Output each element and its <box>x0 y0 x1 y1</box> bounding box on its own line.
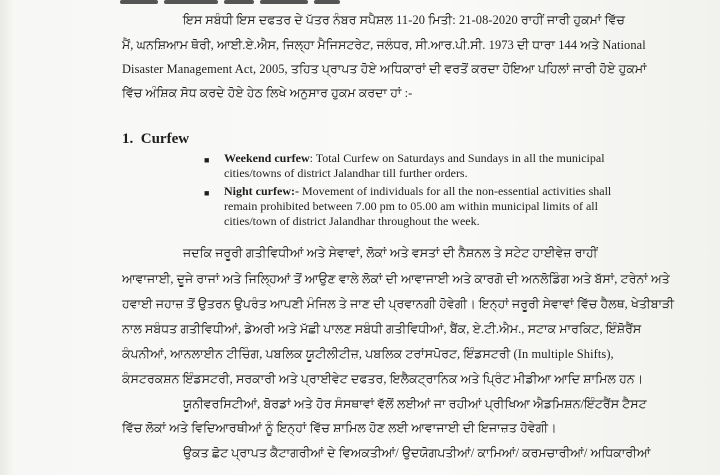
para2-line-3: ਹਵਾਈ ਜਹਾਜ਼ ਤੋਂ ਉਤਰਨ ਉਪਰੰਤ ਆਪਣੀ ਮੰਜਿਲ ਤੇ ਜਾਣ ਦੀ ਪ੍ਰਵਾਨਗੀ ਹੋਵੇਗੀ। ਇਨ੍ਹਾਂ ਜਰੂਰੀ ਸੇਵਾਵਾਂ ਵਿੱਚ ਹੈਲਥ, ਖੇਤੀਬਾੜੀ <box>122 297 675 311</box>
bullet-label: Weekend curfew <box>224 151 310 165</box>
bullet-continuation: remain prohibited between 7.00 pm to 05.00 am within municipal limits of all <box>224 199 598 213</box>
para2-line-6: ਕੰਸਟਰਕਸ਼ਨ ਇੰਡਸਟਰੀ, ਸਰਕਾਰੀ ਅਤੇ ਪ੍ਰਾਈਵੇਟ ਦਫਤਰ, ਇਲੈਕਟ੍ਰਾਨਿਕ ਅਤੇ ਪ੍ਰਿੰਟ ਮੀਡੀਆ ਆਦਿ ਸ਼ਾਮਿਲ ਹਨ। <box>122 372 644 386</box>
para2-line-5: ਕੰਪਨੀਆਂ, ਆਨਲਾਈਨ ਟੀਚਿੰਗ, ਪਬਲਿਕ ਯੂਟੀਲੀਟੀਜ਼, ਪਬਲਿਕ ਟਰਾਂਸਪੋਰਟ, ਇੰਡਸਟਰੀ (In multiple Shifts), <box>122 347 614 361</box>
bullet-icon: ■ <box>204 188 210 198</box>
para1-line-3: Disaster Management Act, 2005, ਤਹਿਤ ਪ੍ਰਾਪਤ ਹੋਏ ਅਧਿਕਾਰਾਂ ਦੀ ਵਰਤੋਂ ਕਰਦਾ ਹੋਇਆ ਪਹਿਲਾਂ ਜਾਰੀ ਹੋਏ ਹੁਕਮਾਂ <box>122 62 647 76</box>
bullet-icon: ■ <box>204 155 210 165</box>
para4-line-1: ਉਕਤ ਛੋਟ ਪ੍ਰਾਪਤ ਕੈਟਾਗਰੀਆਂ ਦੇ ਵਿਅਕਤੀਆਂ/ ਉਦਯੋਗਪਤੀਆਂ/ ਕਾਮਿਆਂ/ ਕਰਮਚਾਰੀਆਂ/ ਅਧਿਕਾਰੀਆਂ <box>183 446 651 460</box>
para2-line-4: ਨਾਲ ਸਬੰਧਤ ਗਤੀਵਿਧੀਆਂ, ਡੇਅਰੀ ਅਤੇ ਮੱਛੀ ਪਾਲਣ ਸਬੰਧੀ ਗਤੀਵਿਧੀਆਂ, ਬੈਂਕ, ਏ.ਟੀ.ਐਮ., ਸਟਾਕ ਮਾਰਕਿਟ, ਇੰਸ਼ੋਰੈਂਸ <box>122 322 642 336</box>
bullet-night-curfew <box>224 184 611 199</box>
bullet-text: : Total Curfew on Saturdays and Sundays in all the municipal <box>309 151 605 165</box>
bullet-text: Movement of individuals for all the non-essential activities shall <box>298 184 612 198</box>
section-title: Curfew <box>140 131 190 147</box>
para3-line-2: ਵਿੱਚ ਲੋਕਾਂ ਅਤੇ ਵਿਦਿਆਰਥੀਆਂ ਨੂੰ ਇਨ੍ਹਾਂ ਵਿੱਚ ਸ਼ਾਮਿਲ ਹੋਣ ਲਈ ਆਵਾਜਾਈ ਦੀ ਇਜਾਜ਼ਤ ਹੋਵੇਗੀ। <box>122 421 557 435</box>
cropped-top-line <box>120 0 350 5</box>
bullet-weekend-curfew <box>224 151 605 166</box>
bullet-label: Night curfew:- <box>224 184 299 198</box>
para2-line-1: ਜਦਕਿ ਜਰੂਰੀ ਗਤੀਵਿਧੀਆਂ ਅਤੇ ਸੇਵਾਵਾਂ, ਲੋਕਾਂ ਅਤੇ ਵਸਤਾਂ ਦੀ ਨੈਸ਼ਨਲ ਤੇ ਸਟੇਟ ਹਾਈਵੇਜ਼ ਰਾਹੀਂ <box>183 246 598 260</box>
para3-line-1: ਯੂਨੀਵਰਸਿਟੀਆਂ, ਬੋਰਡਾਂ ਅਤੇ ਹੋਰ ਸੰਸਥਾਵਾਂ ਵੱਲੋਂ ਲਈਆਂ ਜਾ ਰਹੀਆਂ ਪ੍ਰੀਖਿਆ ਐਡਮਿਸ਼ਨ/ਇੰਟਰੈਂਸ ਟੈਸਟ <box>183 397 647 411</box>
para1-line-1: ਇਸ ਸਬੰਧੀ ਇਸ ਦਫਤਰ ਦੇ ਪੱਤਰ ਨੰਬਰ ਸਪੈਸ਼ਲ 11-20 ਮਿਤੀ: 21-08-2020 ਰਾਹੀਂ ਜਾਰੀ ਹੁਕਮਾਂ ਵਿੱਚ <box>183 13 625 27</box>
para1-line-2: ਮੈਂ, ਘਨਸ਼ਿਆਮ ਥੋਰੀ, ਆਈ.ਏ.ਐਸ, ਜਿਲ੍ਹਾ ਮੈਜਿਸਟਰੇਟ, ਜਲੰਧਰ, ਸੀ.ਆਰ.ਪੀ.ਸੀ. 1973 ਦੀ ਧਾਰਾ 144 ਅਤੇ National <box>122 38 646 52</box>
bullet-continuation: cities/towns of district Jalandhar till further orders. <box>224 166 468 180</box>
section-heading <box>122 131 189 148</box>
para2-line-2: ਆਵਾਜਾਈ, ਦੂਜੇ ਰਾਜਾਂ ਅਤੇ ਜਿਲ੍ਹਿਆਂ ਤੋਂ ਆਉਣ ਵਾਲੇ ਲੋਕਾਂ ਦੀ ਆਵਾਜਾਈ ਅਤੇ ਕਾਰਗੋ ਦੀ ਅਨਲੋਡਿੰਗ ਅਤੇ ਬੱਸਾਂ, ਟਰੇਨਾਂ ਅਤੇ <box>122 272 670 286</box>
bullet-continuation: cities/town of district Jalandhar throughout the week. <box>224 214 480 228</box>
section-number: 1. <box>122 131 134 147</box>
para1-line-4: ਵਿੱਚ ਅੰਸ਼ਿਕ ਸੋਧ ਕਰਦੇ ਹੋਏ ਹੇਠ ਲਿਖੇ ਅਨੁਸਾਰ ਹੁਕਮ ਕਰਦਾ ਹਾਂ :- <box>122 86 413 100</box>
